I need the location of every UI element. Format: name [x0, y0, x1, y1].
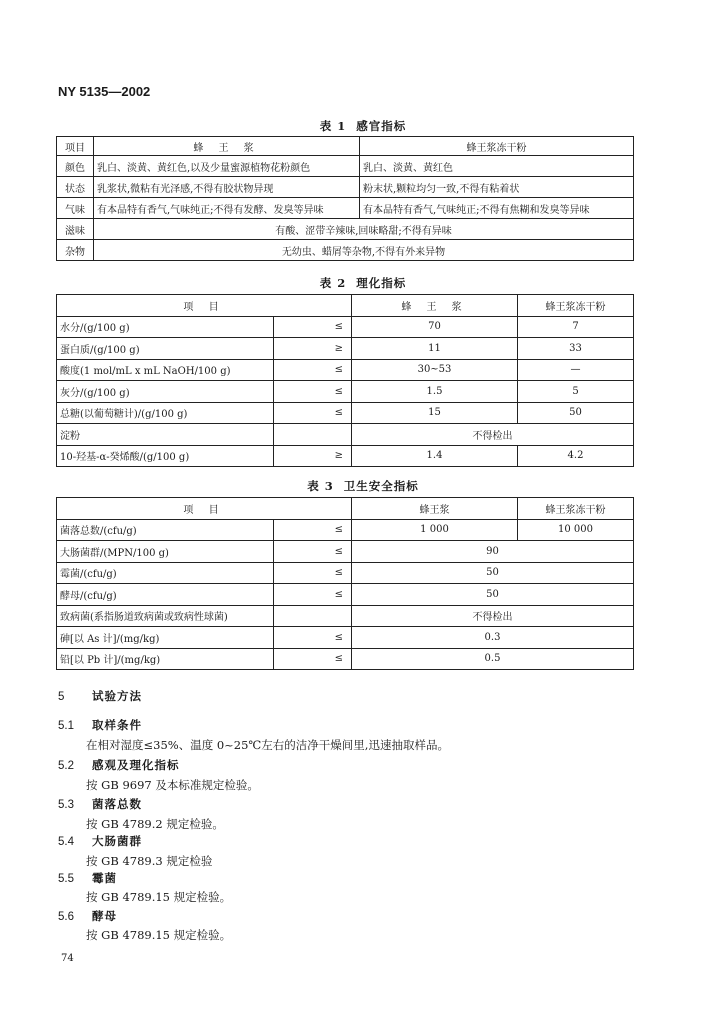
row-item: 酵母/(cfu/g) [57, 584, 274, 606]
table3-caption [0, 478, 726, 494]
row-item: 滋味 [57, 219, 94, 240]
row-item: 菌落总数/(cfu/g) [57, 519, 274, 541]
table-header-row [57, 498, 634, 520]
cell-royal-jelly: 1.4 [352, 445, 518, 467]
subsection-text: 按 GB 4789.15 规定检验。 [86, 890, 232, 904]
table-row [57, 219, 634, 240]
cell-royal-jelly: 乳白、淡黄、黄红色,以及少量蜜源植物花粉颜色 [94, 156, 360, 177]
comparison-symbol [274, 605, 352, 627]
comparison-symbol [274, 424, 352, 446]
row-item: 铅[以 Pb 计]/(mg/kg) [57, 648, 274, 670]
subsection-text: 按 GB 4789.3 规定检验 [86, 854, 213, 868]
cell-powder: 33 [518, 338, 634, 360]
table-row [57, 648, 634, 670]
table-row [57, 519, 634, 541]
cell-powder: — [518, 359, 634, 381]
section-number: 5 [58, 691, 65, 703]
subsection-heading [58, 717, 142, 733]
subsection-title: 感观及理化指标 [92, 758, 180, 772]
subsection-heading [58, 757, 180, 773]
standard-number: NY 5135—2002 [58, 84, 151, 99]
comparison-symbol: ≤ [274, 316, 352, 338]
cell-powder: 10 000 [518, 519, 634, 541]
cell-royal-jelly: 30~53 [352, 359, 518, 381]
table2-caption-title: 理化指标 [356, 276, 407, 290]
subsection-title: 酵母 [92, 909, 117, 923]
subsection-number: 5.5 [58, 873, 74, 885]
header-royal-jelly: 蜂王浆 [352, 498, 518, 520]
header-item: 项 目 [57, 295, 352, 317]
cell-merged: 不得检出 [352, 424, 634, 446]
row-item: 酸度(1 mol/mL x mL NaOH/100 g) [57, 359, 274, 381]
subsection-title: 霉菌 [92, 871, 117, 885]
table-row [57, 381, 634, 403]
table-row [57, 445, 634, 467]
row-item: 水分/(g/100 g) [57, 316, 274, 338]
cell-merged: 不得检出 [352, 605, 634, 627]
table-row [57, 541, 634, 563]
cell-powder: 4.2 [518, 445, 634, 467]
table-header-row [57, 295, 634, 317]
header-royal-jelly: 蜂 王 浆 [352, 295, 518, 317]
cell-merged: 0.5 [352, 648, 634, 670]
table-row [57, 316, 634, 338]
comparison-symbol: ≤ [274, 402, 352, 424]
cell-royal-jelly: 1.5 [352, 381, 518, 403]
cell-powder: 7 [518, 316, 634, 338]
subsection-title: 取样条件 [92, 718, 142, 732]
page-number: 74 [61, 953, 74, 964]
table2-caption [0, 275, 726, 291]
row-item: 蛋白质/(g/100 g) [57, 338, 274, 360]
table-row [57, 198, 634, 219]
header-powder: 蜂王浆冻干粉 [518, 295, 634, 317]
comparison-symbol: ≤ [274, 627, 352, 649]
cell-merged: 有酸、涩带辛辣味,回味略甜;不得有异味 [94, 219, 634, 240]
cell-powder: 粉末状,颗粒均匀一致,不得有粘着状 [360, 177, 634, 198]
table-row [57, 402, 634, 424]
table1-sensory [56, 136, 634, 261]
table-header-row [57, 137, 634, 156]
row-item: 灰分/(g/100 g) [57, 381, 274, 403]
table3-hygiene-safety [56, 497, 634, 670]
cell-royal-jelly: 70 [352, 316, 518, 338]
subsection-title: 大肠菌群 [92, 834, 142, 848]
table3-caption-title: 卫生安全指标 [343, 479, 419, 493]
table-row [57, 424, 634, 446]
subsection-number: 5.2 [58, 760, 74, 772]
comparison-symbol: ≤ [274, 648, 352, 670]
table2-physicochemical [56, 294, 634, 467]
row-item: 气味 [57, 198, 94, 219]
table-row [57, 240, 634, 261]
header-powder: 蜂王浆冻干粉 [360, 137, 634, 156]
comparison-symbol: ≥ [274, 338, 352, 360]
subsection-text: 按 GB 9697 及本标准规定检验。 [86, 778, 259, 792]
table-row [57, 359, 634, 381]
row-item: 霉菌/(cfu/g) [57, 562, 274, 584]
subsection-number: 5.4 [58, 836, 74, 848]
subsection-heading [58, 870, 117, 886]
comparison-symbol: ≤ [274, 541, 352, 563]
cell-merged: 50 [352, 562, 634, 584]
cell-merged: 无幼虫、蜡屑等杂物,不得有外来异物 [94, 240, 634, 261]
subsection-text: 按 GB 4789.2 规定检验。 [86, 817, 224, 831]
subsection-number: 5.3 [58, 799, 74, 811]
table1-caption-title: 感官指标 [356, 119, 407, 133]
table-row [57, 156, 634, 177]
subsection-heading [58, 796, 142, 812]
comparison-symbol: ≤ [274, 359, 352, 381]
row-item: 杂物 [57, 240, 94, 261]
cell-merged: 50 [352, 584, 634, 606]
subsection-heading [58, 833, 142, 849]
header-item: 项 目 [57, 498, 352, 520]
cell-powder: 50 [518, 402, 634, 424]
table-row [57, 562, 634, 584]
subsection-text: 在相对湿度≤35%、温度 0~25℃左右的洁净干燥间里,迅速抽取样品。 [86, 738, 449, 752]
cell-royal-jelly: 1 000 [352, 519, 518, 541]
cell-royal-jelly: 11 [352, 338, 518, 360]
row-item: 砷[以 As 计]/(mg/kg) [57, 627, 274, 649]
table3-caption-number: 表 3 [307, 479, 334, 493]
subsection-heading [58, 908, 117, 924]
comparison-symbol: ≤ [274, 562, 352, 584]
cell-merged: 0.3 [352, 627, 634, 649]
row-item: 状态 [57, 177, 94, 198]
cell-merged: 90 [352, 541, 634, 563]
table2-caption-number: 表 2 [319, 276, 347, 290]
comparison-symbol: ≤ [274, 381, 352, 403]
cell-powder: 乳白、淡黄、黄红色 [360, 156, 634, 177]
section-title: 试验方法 [92, 689, 142, 703]
row-item: 颜色 [57, 156, 94, 177]
subsection-number: 5.6 [58, 911, 74, 923]
table-row [57, 177, 634, 198]
comparison-symbol: ≤ [274, 584, 352, 606]
header-item: 项目 [57, 137, 94, 156]
comparison-symbol: ≤ [274, 519, 352, 541]
table-row [57, 627, 634, 649]
row-item: 总糖(以葡萄糖计)/(g/100 g) [57, 402, 274, 424]
cell-royal-jelly: 有本品特有香气,气味纯正;不得有发酵、发臭等异味 [94, 198, 360, 219]
row-item: 致病菌(系指肠道致病菌或致病性球菌) [57, 605, 274, 627]
cell-royal-jelly: 15 [352, 402, 518, 424]
table-row [57, 338, 634, 360]
row-item: 10-羟基-α-癸烯酸/(g/100 g) [57, 445, 274, 467]
row-item: 大肠菌群/(MPN/100 g) [57, 541, 274, 563]
cell-royal-jelly: 乳浆状,微粘有光泽感,不得有胶状物异现 [94, 177, 360, 198]
subsection-text: 按 GB 4789.15 规定检验。 [86, 928, 232, 942]
table-row [57, 605, 634, 627]
table-row [57, 584, 634, 606]
header-royal-jelly: 蜂 王 浆 [94, 137, 360, 156]
subsection-number: 5.1 [58, 720, 74, 732]
table1-caption-number: 表 1 [319, 119, 347, 133]
comparison-symbol: ≥ [274, 445, 352, 467]
row-item: 淀粉 [57, 424, 274, 446]
cell-powder: 有本品特有香气,气味纯正;不得有焦糊和发臭等异味 [360, 198, 634, 219]
section-5-heading [58, 688, 142, 704]
header-powder: 蜂王浆冻干粉 [518, 498, 634, 520]
cell-powder: 5 [518, 381, 634, 403]
table1-caption [0, 118, 726, 134]
subsection-title: 菌落总数 [92, 797, 142, 811]
